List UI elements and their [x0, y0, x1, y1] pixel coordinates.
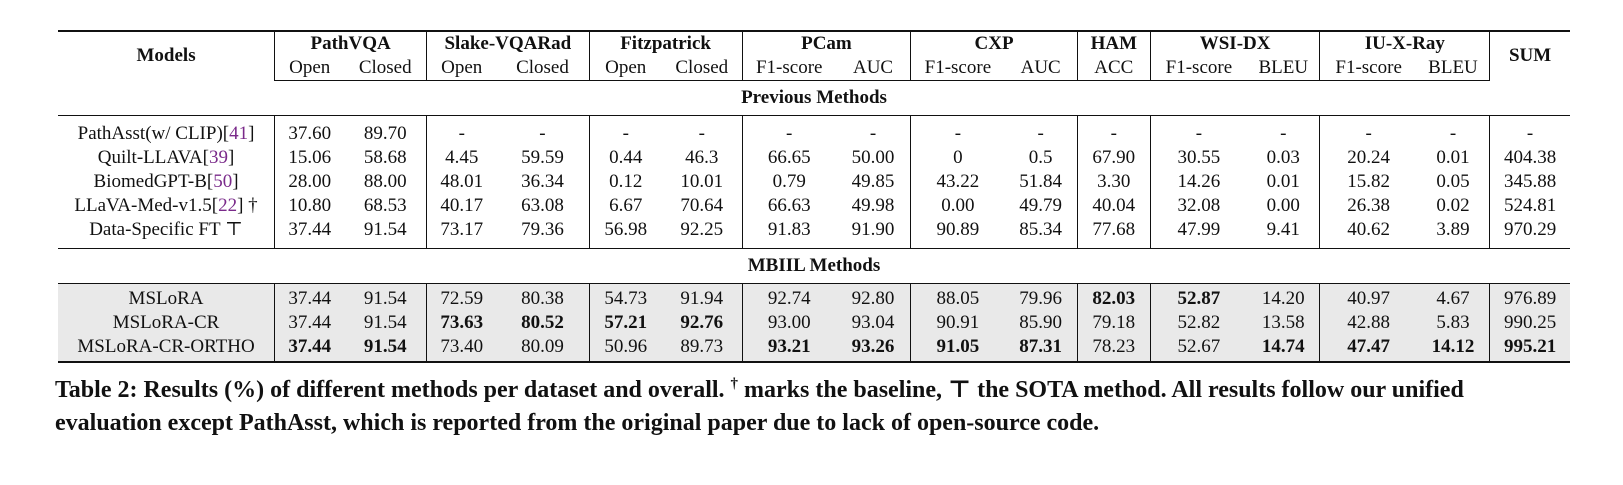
- subheader-cell: AUC: [1004, 56, 1077, 81]
- subheader-cell: Closed: [344, 56, 426, 81]
- value-cell: 78.23: [1077, 335, 1150, 362]
- value-cell: 37.44: [275, 218, 345, 249]
- subheader-cell: Open: [275, 56, 345, 81]
- value-cell: 91.54: [344, 311, 426, 335]
- results-table: [58, 30, 1570, 363]
- subheader-cell: F1-score: [911, 56, 1005, 81]
- table-row: [58, 311, 1570, 335]
- group-fitzpatrick: Fitzpatrick: [589, 31, 742, 56]
- sum-cell: 345.88: [1490, 170, 1570, 194]
- value-cell: -: [1150, 116, 1247, 147]
- value-cell: 92.74: [742, 284, 836, 312]
- value-cell: 49.85: [851, 171, 895, 192]
- value-cell: 79.36: [496, 218, 589, 249]
- value-cell: 42.88: [1320, 311, 1417, 335]
- value-cell: 93.21: [742, 335, 836, 362]
- value-cell: 54.73: [589, 284, 662, 312]
- value-cell: 88.00: [363, 171, 407, 192]
- value-cell: 14.20: [1247, 284, 1320, 312]
- value-cell: 88.05: [911, 284, 1005, 312]
- model-name: [58, 146, 275, 170]
- group-wsi-dx: WSI-DX: [1150, 31, 1320, 56]
- value-cell: 50.96: [589, 335, 662, 362]
- value-cell: 79.18: [1077, 311, 1150, 335]
- value-cell: -: [698, 123, 705, 144]
- model-name-text: MSLoRA: [128, 288, 204, 309]
- value-cell: 68.53: [363, 195, 407, 216]
- value-cell: 92.80: [836, 284, 911, 312]
- model-name-text: Data-Specific FT ⊤: [89, 219, 243, 240]
- sum-header: SUM: [1490, 31, 1570, 81]
- table-row: [58, 194, 1570, 218]
- citation-link[interactable]: 39: [208, 147, 228, 168]
- value-cell: 80.52: [496, 311, 589, 335]
- subheader-cell: Closed: [496, 56, 589, 81]
- value-cell: 93.04: [836, 311, 911, 335]
- value-cell: 58.68: [363, 147, 407, 168]
- value-cell: 14.26: [1150, 170, 1247, 194]
- value-cell: 4.45: [427, 146, 497, 170]
- model-name: [58, 116, 275, 147]
- results-table-body: [58, 81, 1570, 363]
- value-cell: 67.90: [1077, 146, 1150, 170]
- value-cell: 56.98: [589, 218, 662, 249]
- caption-text-a: Results (%) of different methods per dataset and overall.: [137, 377, 731, 403]
- value-cell: 46.3: [685, 147, 719, 168]
- value-cell: 80.38: [496, 284, 589, 312]
- value-cell: 40.04: [1077, 194, 1150, 218]
- value-cell: 30.55: [1150, 146, 1247, 170]
- value-cell: 37.44: [275, 311, 345, 335]
- subheader-cell: Closed: [662, 56, 742, 81]
- value-cell: 13.58: [1247, 311, 1320, 335]
- sum-cell: 970.29: [1490, 218, 1570, 249]
- value-cell: 90.91: [911, 311, 1005, 335]
- citation-link[interactable]: 22: [218, 195, 238, 216]
- value-cell: 66.65: [742, 146, 836, 170]
- value-cell: 40.17: [427, 194, 497, 218]
- value-cell: 85.90: [1004, 311, 1077, 335]
- value-cell: 0.01: [1266, 171, 1300, 192]
- subheader-row: [58, 56, 1570, 81]
- table-caption: [55, 374, 1570, 440]
- value-cell: 90.89: [911, 218, 1005, 249]
- value-cell: -: [1280, 123, 1287, 144]
- section-title: MBIIL Methods: [58, 249, 1570, 284]
- sum-cell: 404.38: [1490, 146, 1570, 170]
- model-name-text: Quilt-LLAVA[: [97, 147, 209, 168]
- value-cell: 15.06: [275, 146, 345, 170]
- model-name-text: MSLoRA-CR: [112, 312, 220, 333]
- group-cxp: CXP: [911, 31, 1078, 56]
- value-cell: -: [589, 116, 662, 147]
- model-name: [58, 170, 275, 194]
- value-cell: 52.82: [1150, 311, 1247, 335]
- value-cell: 28.00: [275, 170, 345, 194]
- value-cell: 73.17: [427, 218, 497, 249]
- model-name-suffix: ] †: [237, 195, 258, 216]
- model-name: [58, 284, 275, 312]
- value-cell: 70.64: [680, 195, 724, 216]
- model-name: [58, 218, 275, 249]
- value-cell: 36.34: [521, 171, 564, 192]
- value-cell: 73.40: [427, 335, 497, 362]
- value-cell: 0.5: [1028, 147, 1053, 168]
- value-cell: 82.03: [1077, 284, 1150, 312]
- citation-link[interactable]: 50: [213, 171, 233, 192]
- table-row: [58, 170, 1570, 194]
- value-cell: -: [539, 123, 546, 144]
- section-title: Previous Methods: [58, 81, 1570, 116]
- caption-label: Table 2:: [55, 377, 138, 403]
- models-header: Models: [58, 31, 275, 81]
- value-cell: 66.63: [742, 194, 836, 218]
- value-cell: 91.54: [344, 335, 426, 362]
- value-cell: -: [1320, 116, 1417, 147]
- value-cell: 52.87: [1150, 284, 1247, 312]
- dagger-mark: †: [730, 376, 739, 392]
- section-row: [58, 249, 1570, 284]
- value-cell: 92.25: [662, 218, 742, 249]
- value-cell: 80.09: [496, 335, 589, 362]
- value-cell: 89.70: [363, 123, 407, 144]
- subheader-cell: AUC: [836, 56, 911, 81]
- subheader-cell: BLEU: [1417, 56, 1490, 81]
- subheader-cell: F1-score: [742, 56, 836, 81]
- value-cell: 0.79: [742, 170, 836, 194]
- group-ham: HAM: [1077, 31, 1150, 56]
- value-cell: 77.68: [1077, 218, 1150, 249]
- group-pathvqa: PathVQA: [275, 31, 427, 56]
- value-cell: 10.80: [275, 194, 345, 218]
- value-cell: 0.44: [589, 146, 662, 170]
- table-row: [58, 146, 1570, 170]
- value-cell: 40.97: [1320, 284, 1417, 312]
- value-cell: 91.54: [344, 218, 426, 249]
- subheader-cell: Open: [589, 56, 662, 81]
- value-cell: 14.74: [1247, 335, 1320, 362]
- value-cell: 52.67: [1150, 335, 1247, 362]
- value-cell: 0: [911, 146, 1005, 170]
- value-cell: 73.63: [427, 311, 497, 335]
- value-cell: 37.44: [275, 335, 345, 362]
- value-cell: 48.01: [427, 170, 497, 194]
- table-row: [58, 284, 1570, 312]
- value-cell: -: [427, 116, 497, 147]
- value-cell: 47.99: [1150, 218, 1247, 249]
- model-name-text: LLaVA-Med-v1.5[: [74, 195, 219, 216]
- value-cell: 6.67: [589, 194, 662, 218]
- value-cell: 0.05: [1436, 171, 1470, 192]
- value-cell: 0.02: [1436, 195, 1470, 216]
- value-cell: 20.24: [1320, 146, 1417, 170]
- subheader-cell: F1-score: [1320, 56, 1417, 81]
- value-cell: 87.31: [1004, 335, 1077, 362]
- subheader-cell: Open: [427, 56, 497, 81]
- value-cell: 49.79: [1019, 195, 1063, 216]
- model-name-text: BiomedGPT-B[: [93, 171, 214, 192]
- model-name-text: PathAsst(w/ CLIP)[: [77, 123, 230, 144]
- value-cell: 91.94: [662, 284, 742, 312]
- value-cell: 47.47: [1320, 335, 1417, 362]
- model-name: [58, 335, 275, 362]
- results-table-container: [58, 30, 1570, 363]
- value-cell: 32.08: [1150, 194, 1247, 218]
- value-cell: 72.59: [427, 284, 497, 312]
- table-row: [58, 335, 1570, 362]
- table-row: [58, 218, 1570, 249]
- citation-link[interactable]: 41: [229, 123, 249, 144]
- value-cell: 91.90: [836, 218, 911, 249]
- model-name-text: MSLoRA-CR-ORTHO: [77, 336, 255, 357]
- sum-cell: 524.81: [1490, 194, 1570, 218]
- value-cell: 49.98: [851, 195, 895, 216]
- sum-cell: 995.21: [1490, 335, 1570, 362]
- value-cell: 9.41: [1247, 218, 1320, 249]
- caption-text-b: marks the baseline, ⊤ the SOTA method. All results follow our unified evaluation except PathAsst, which is reported from the original paper due to lack of open-source code.: [55, 377, 1464, 436]
- model-name-suffix: ]: [248, 123, 255, 144]
- value-cell: 37.60: [275, 116, 345, 147]
- value-cell: 93.00: [742, 311, 836, 335]
- value-cell: 63.08: [521, 195, 564, 216]
- value-cell: 0.00: [911, 194, 1005, 218]
- value-cell: 85.34: [1004, 218, 1077, 249]
- subheader-cell: ACC: [1077, 56, 1150, 81]
- value-cell: -: [742, 116, 836, 147]
- sum-cell: 976.89: [1490, 284, 1570, 312]
- value-cell: 91.83: [742, 218, 836, 249]
- value-cell: -: [1037, 123, 1044, 144]
- value-cell: 51.84: [1019, 171, 1063, 192]
- value-cell: 3.30: [1077, 170, 1150, 194]
- section-row: [58, 81, 1570, 116]
- sum-cell: 990.25: [1490, 311, 1570, 335]
- model-name: [58, 194, 275, 218]
- model-name-suffix: ]: [227, 147, 235, 168]
- value-cell: 0.01: [1436, 147, 1470, 168]
- value-cell: 26.38: [1320, 194, 1417, 218]
- group-pcam: PCam: [742, 31, 911, 56]
- value-cell: 89.73: [662, 335, 742, 362]
- value-cell: -: [1077, 116, 1150, 147]
- group-header-row: [58, 31, 1570, 56]
- value-cell: 4.67: [1417, 284, 1490, 312]
- model-name-suffix: ]: [232, 171, 239, 192]
- value-cell: 10.01: [680, 171, 724, 192]
- table-row: [58, 116, 1570, 147]
- group-iu-x-ray: IU-X-Ray: [1320, 31, 1490, 56]
- subheader-cell: BLEU: [1247, 56, 1320, 81]
- model-name: [58, 311, 275, 335]
- value-cell: -: [869, 123, 877, 144]
- value-cell: 91.05: [911, 335, 1005, 362]
- value-cell: 37.44: [275, 284, 345, 312]
- group-slake-vqarad: Slake-VQARad: [427, 31, 589, 56]
- value-cell: 91.54: [344, 284, 426, 312]
- value-cell: -: [911, 116, 1005, 147]
- value-cell: 0.00: [1266, 195, 1300, 216]
- value-cell: 93.26: [836, 335, 911, 362]
- sum-cell: -: [1490, 116, 1570, 147]
- value-cell: 59.59: [521, 147, 564, 168]
- value-cell: 43.22: [911, 170, 1005, 194]
- value-cell: 0.03: [1266, 147, 1300, 168]
- subheader-cell: F1-score: [1150, 56, 1247, 81]
- value-cell: 40.62: [1320, 218, 1417, 249]
- value-cell: 79.96: [1004, 284, 1077, 312]
- value-cell: 3.89: [1417, 218, 1490, 249]
- value-cell: 50.00: [851, 147, 895, 168]
- value-cell: 14.12: [1417, 335, 1490, 362]
- value-cell: -: [1449, 123, 1457, 144]
- value-cell: 57.21: [589, 311, 662, 335]
- value-cell: 92.76: [662, 311, 742, 335]
- value-cell: 5.83: [1417, 311, 1490, 335]
- value-cell: 0.12: [589, 170, 662, 194]
- value-cell: 15.82: [1320, 170, 1417, 194]
